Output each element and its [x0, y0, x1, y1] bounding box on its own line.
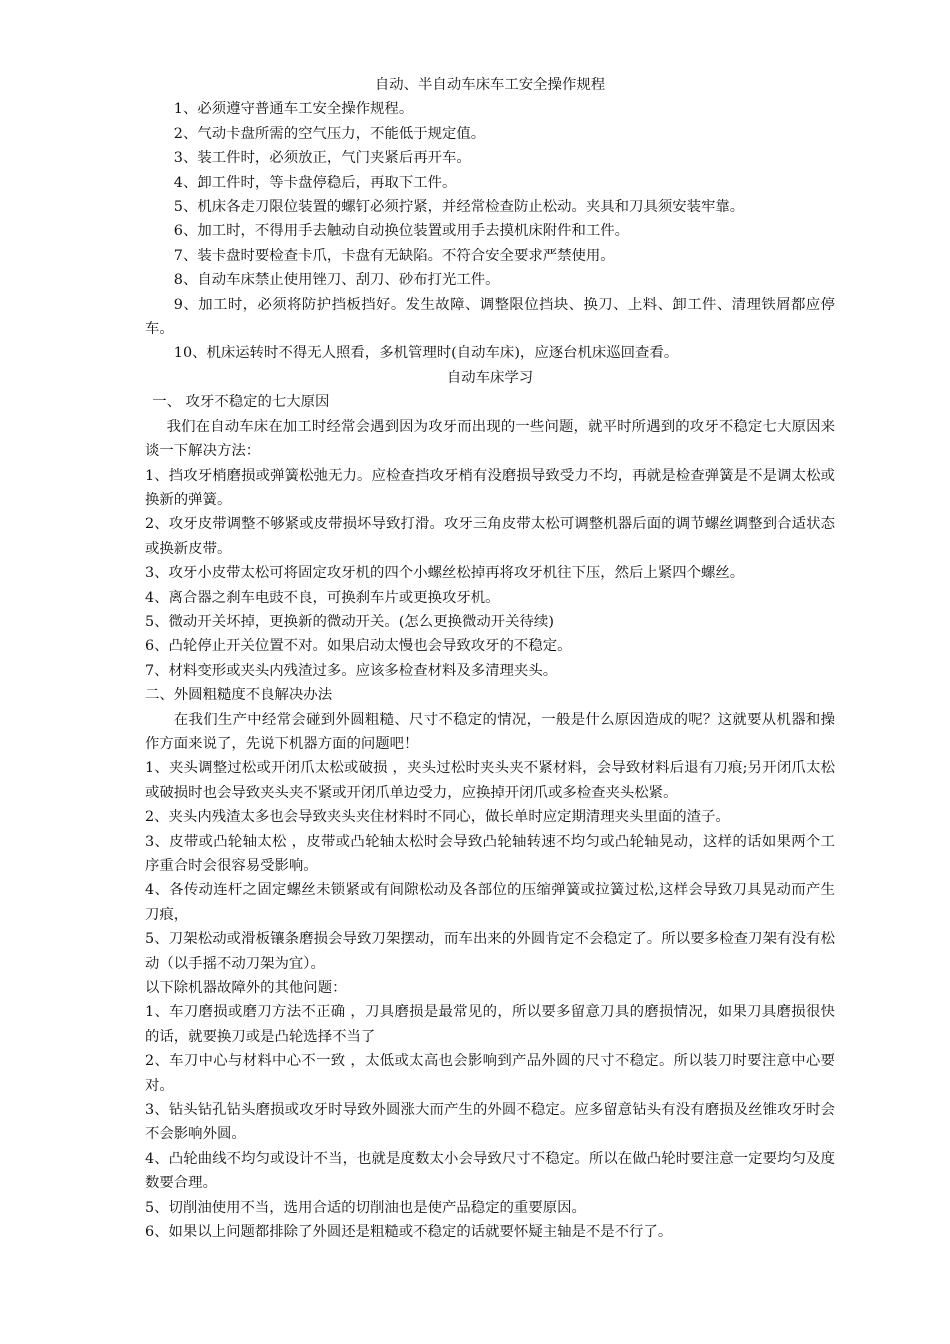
list-item: 5、微动开关坏掉，更换新的微动开关。(怎么更换微动开关待续)	[145, 613, 554, 630]
list-item: 2、攻牙皮带调整不够紧或皮带损坏导致打滑。攻牙三角皮带太松可调整机器后面的调节螺丝调整到合适状态或换新皮带。	[145, 516, 835, 557]
list-item: 2、车刀中心与材料中心不一致 ，太低或太高也会影响到产品外圆的尺寸不稳定。所以装刀时要注意中心要对。	[145, 1053, 835, 1094]
section-heading: 二、外圆粗糙度不良解决办法	[145, 687, 333, 704]
list-item: 2、夹头内残渣太多也会导致夹头夹住材料时不同心，做长单时应定期清理夹头里面的渣子。	[145, 809, 730, 826]
rule-item: 10、机床运转时不得无人照看，多机管理时(自动车床)，应逐台机床巡回查看。	[173, 345, 679, 362]
list-item: 5、刀架松动或滑板镶条磨损会导致刀架摆动，而车出来的外圆肯定不会稳定了。所以要多检查刀架有没有松动（以手摇不动刀架为宜）。	[145, 931, 835, 972]
rule-item: 6、加工时，不得用手去触动自动换位装置或用手去摸机床附件和工件。	[173, 223, 630, 240]
list-item: 3、钻头钻孔钻头磨损或攻牙时导致外圆涨大而产生的外圆不稳定。应多留意钻头有没有磨损及丝锥攻牙时会不会影响外圆。	[145, 1102, 835, 1143]
section-title: 自动车床学习	[446, 369, 534, 386]
section-intro: 在我们生产中经常会碰到外圆粗糙、尺寸不稳定的情况，一般是什么原因造成的呢？这就要从机器和操作方面来说了，先说下机器方面的问题吧！	[145, 711, 835, 752]
rule-item: 1、必须遵守普通车工安全操作规程。	[173, 101, 414, 118]
list-item: 1、车刀磨损或磨刀方法不正确 ，刀具磨损是最常见的，所以要多留意刀具的磨损情况，如果刀具磨损很快的话，就要换刀或是凸轮选择不当了	[145, 1004, 835, 1045]
rule-item: 8、自动车床禁止使用锉刀、刮刀、砂布打光工件。	[173, 272, 500, 289]
list-item: 6、如果以上问题都排除了外圆还是粗糙或不稳定的话就要怀疑主轴是不是不行了。	[145, 1224, 673, 1241]
rule-item: 7、装卡盘时要检查卡爪，卡盘有无缺陷。不符合安全要求严禁使用。	[173, 247, 615, 264]
list-item: 1、挡攻牙梢磨损或弹簧松弛无力。应检查挡攻牙梢有没磨损导致受力不均，再就是检查弹簧是不是调太松或换新的弹簧。	[145, 467, 835, 508]
list-item: 4、凸轮曲线不均匀或设计不当，也就是度数太小会导致尺寸不稳定。所以在做凸轮时要注意一定要均匀及度数要合理。	[145, 1150, 835, 1192]
list-item: 4、离合器之刹车电豉不良，可换刹车片或更换攻牙机。	[145, 589, 500, 606]
list-item: 4、各传动连杆之固定螺丝未锁紧或有间隙松动及各部位的压缩弹簧或拉簧过松,这样会导致刀具晃动而产生刀痕，	[145, 882, 835, 923]
section-intro: 我们在自动车床在加工时经常会遇到因为攻牙而出现的一些问题，就平时所遇到的攻牙不稳定七大原因来谈一下解决方法：	[145, 418, 835, 460]
rule-item: 2、气动卡盘所需的空气压力，不能低于规定值。	[173, 125, 486, 142]
list-item: 3、攻牙小皮带太松可将固定攻牙机的四个小螺丝松掉再将攻牙机往下压，然后上紧四个螺丝。	[145, 565, 745, 582]
list-item: 1、夹头调整过松或开闭爪太松或破损 ，夹头过松时夹头夹不紧材料，会导致材料后退有刀痕;另开闭爪太松或破损时也会导致夹头夹不紧或开闭爪单边受力，应换掉开闭爪或多检查夹头松紧。	[145, 760, 835, 801]
rule-item: 3、装工件时，必须放正，气门夹紧后再开车。	[173, 150, 471, 167]
section-heading: 以下除机器故障外的其他问题：	[145, 980, 347, 997]
rule-item: 5、机床各走刀限位装置的螺钉必须拧紧，并经常检查防止松动。夹具和刀具须安装牢靠。	[173, 199, 745, 216]
list-item: 6、凸轮停止开关位置不对。如果启动太慢也会导致攻牙的不稳定。	[145, 638, 572, 655]
document-title: 自动、半自动车床车工安全操作规程	[374, 77, 606, 93]
list-item: 3、皮带或凸轮轴太松 ，皮带或凸轮轴太松时会导致凸轮轴转速不均匀或凸轮轴晃动，这样的话如果两个工序重合时会很容易受影响。	[145, 833, 835, 874]
document-page	[145, 73, 835, 1245]
rule-item: 9、加工时，必须将防护挡板挡好。发生故障、调整限位挡块、换刀、上料、卸工件、清理铁屑都应停车。	[145, 296, 835, 338]
section-heading: 一、 攻牙不稳定的七大原因	[152, 394, 330, 411]
list-item: 7、材料变形或夹头内残渣过多。应该多检查材料及多清理夹头。	[145, 662, 558, 679]
list-item: 5、切削油使用不当，选用合适的切削油也是使产品稳定的重要原因。	[145, 1199, 586, 1216]
rule-item: 4、卸工件时，等卡盘停稳后，再取下工件。	[173, 174, 457, 191]
